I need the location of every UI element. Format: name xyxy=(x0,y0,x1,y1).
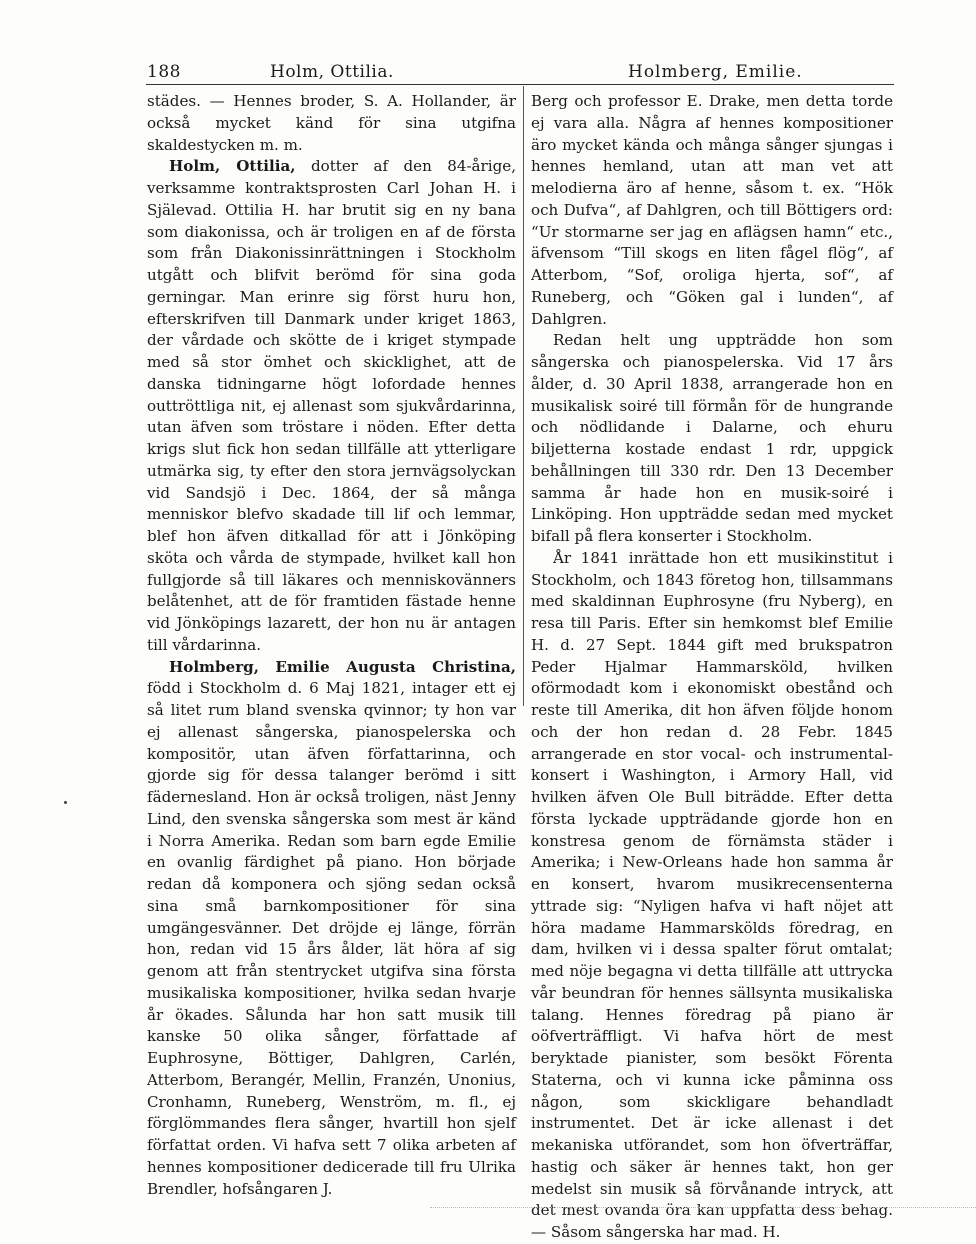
right-column xyxy=(531,91,893,1244)
right-running-title: Holmberg, Emilie. xyxy=(628,62,803,82)
paragraph-continued: städes. — Hennes broder, S. A. Hollander, är också mycket känd för sina utgifna skaldestycken m. m. xyxy=(147,92,516,154)
paragraph: År 1841 inrättade hon ett musikinstitut i Stockholm, och 1843 företog hon, tillsammans med skaldinnan Euphrosyne (fru Nyberg), en resa till Paris. Efter sin hemkomst blef Emilie H. d. 27 Sept. 1844 gift med brukspatron Peder Hjalmar Hammarsköld, hvilken oförmodadt kom i ekonomiskt obestånd och reste till Amerika, dit hon äfven följde honom och der hon redan d. 28 Febr. 1845 arrangerade en stor vocal- och instrumental-konsert i Washington, i Armory Hall, vid hvilken äfven Ole Bull biträdde. Efter detta första lyckade uppträdande gjorde hon en konstresa genom de förnämsta städer i Amerika; i New-Orleans hade hon samma år en konsert, hvarom musikrecensenterna yttrade sig: “Nyligen hafva vi haft nöjet att höra madame Hammarskölds föredrag, en dam, hvilken vi i dessa spalter förut omtalat; med nöje begagna vi detta tillfälle att uttrycka vår beundran för hennes sällsynta musikaliska talang. Hennes föredrag på piano är oöfverträffligt. Vi hafva hört de mest beryktade pianister, som besökt Förenta Staterna, och vi kunna icke påminna oss någon, som skickligare behandladt instrumentet. Det är icke allenast i det mekaniska utförandet, som hon öfverträffar, hastig och säker är hennes takt, hon ger medelst sin musik så förvånande intryck, att det mest ovanda öra kan uppfatta dess behag. — Såsom sångerska har mad. H. xyxy=(531,548,893,1241)
entry-headword: Holmberg, Emilie Augusta Christina, xyxy=(169,657,516,676)
entry-text: dotter af den 84-årige, verksamme kontraktsprosten Carl Johan H. i Själevad. Ottilia H. har brutit sig en ny bana som diakonissa, och är troligen en af de första som från Diakonissinrättningen i Stockholm utgått och blifvit berömd för sina goda gerningar. Man erinre sig först huru hon, efterskrifven till Danmark under kriget 1863, der vårdade och skötte de i kriget stympade med så stor ömhet och skicklighet, att de danska tidningarne högt lofordade hennes outtröttliga nit, ej allenast som sjukvårdarinna, utan äfven som tröstare i nöden. Efter detta krigs slut fick hon sedan tillfälle att ytterligare utmärka sig, ty efter den stora jernvägsolyckan vid Sandsjö i Dec. 1864, der så många menniskor blefvo skadade till lif och lemmar, blef hon äfven ditkallad för att i Jönköping sköta och vårda de stympade, hvilket kall hon fullgjorde så till läkares och menniskovänners belåtenhet, att de för framtiden fästade henne vid Jönköpings lazarett, der hon nu är antagen till vårdarinna. xyxy=(147,157,516,654)
column-divider xyxy=(523,86,524,706)
paragraph-continued: Berg och professor E. Drake, men detta torde ej vara alla. Några af hennes kompositioner äro mycket kända och många sånger sjungas i hennes hemland, utan att man vet att melodierna äro af henne, såsom t. ex. “Hök och Dufva“, af Dahlgren, och till Böttigers ord: “Ur stormarne ser jag en aflägsen hamn“ etc., äfvensom “Till skogs en liten fågel flög“, af Atterbom, “Sof, oroliga hjerta, sof“, af Runeberg, och “Göken gal i lunden“, af Dahlgren. xyxy=(531,92,893,328)
entry-holm-ottilia xyxy=(147,156,516,656)
margin-speck xyxy=(64,801,67,804)
entry-headword: Holm, Ottilia, xyxy=(169,157,296,176)
left-running-title: Holm, Ottilia. xyxy=(270,62,394,82)
entry-text: född i Stockholm d. 6 Maj 1821, intager ett ej så litet rum bland svenska qvinnor; ty hon var ej allenast sångerska, pianospelerska och kompositör, utan äfven författarinna, och gjorde sig för dessa talanger berömd i sitt fädernesland. Hon är också troligen, näst Jenny Lind, den svenska sångerska som mest är känd i Norra Amerika. Redan som barn egde Emilie en ovanlig färdighet på piano. Hon började redan då komponera och sjöng sedan också sina små barnkompositioner för sina umgängesvänner. Det dröjde ej länge, förrän hon, redan vid 15 års ålder, lät höra af sig genom att från stentrycket utgifva sina första musikaliska kompositioner, hvilka sedan hvarje år ökades. Sålunda har hon satt musik till kanske 50 olika sånger, författade af Euphrosyne, Böttiger, Dahlgren, Carlén, Atterbom, Berangér, Mellin, Franzén, Unonius, Cronhamn, Runeberg, Wenström, m. fl., ej förglömmandes flera sånger, hvartill hon sjelf författat orden. Vi hafva sett 7 olika arbeten af hennes kompositioner dedicerade till fru Ulrika Brendler, hofsångaren J. xyxy=(147,679,516,1198)
paragraph: Redan helt ung uppträdde hon som sångerska och pianospelerska. Vid 17 års ålder, d. 30 April 1838, arrangerade hon en musikalisk soiré till förmån för de hungrande och nödlidande i Dalarne, och ehuru biljetterna kostade endast 1 rdr, uppgick behållningen till 330 rdr. Den 13 December samma år hade hon en musik-soiré i Linköping. Hon uppträdde sedan med mycket bifall på flera konserter i Stockholm. xyxy=(531,331,893,545)
bottom-edge-dots xyxy=(430,1207,976,1208)
entry-holmberg-emilie xyxy=(147,657,516,1201)
header-rule xyxy=(146,84,894,85)
left-column xyxy=(147,91,516,1200)
page-number: 188 xyxy=(147,62,181,82)
